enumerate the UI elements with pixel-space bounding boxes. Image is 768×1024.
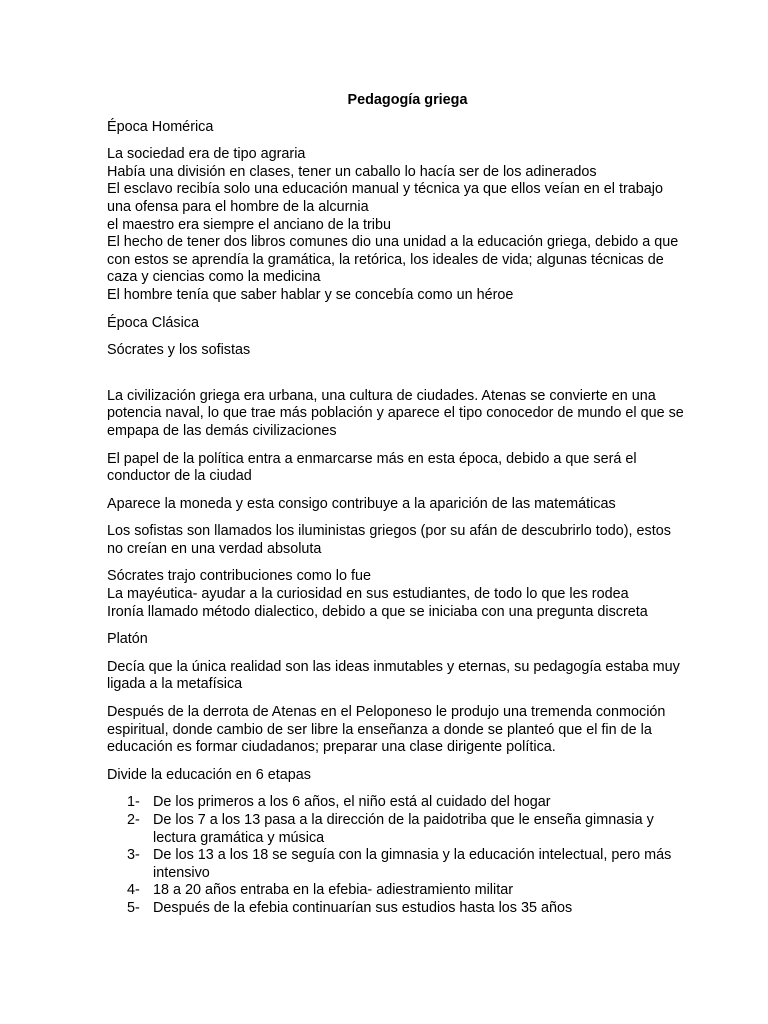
text-line: El hecho de tener dos libros comunes dio una unidad a la educación griega, debido a que — [107, 234, 679, 251]
text-line: con estos se aprendía la gramática, la retórica, los ideales de vida; algunas técnicas de — [107, 251, 664, 268]
list-item — [127, 882, 708, 900]
text-line: La civilización griega era urbana, una cultura de ciudades. Atenas se convierte en una — [107, 387, 656, 404]
section-heading-classic: Época Clásica — [107, 314, 199, 331]
text-line: no creían en una verdad absoluta — [107, 540, 322, 557]
text-line: La sociedad era de tipo agraria — [107, 146, 306, 163]
text-line: Había una división en clases, tener un caballo lo hacía ser de los adinerados — [107, 163, 597, 180]
text-line: Decía que la única realidad son las ideas inmutables y eternas, su pedagogía estaba muy — [107, 658, 680, 675]
section-heading-homeric: Época Homérica — [107, 118, 214, 135]
section-heading-plato: Platón — [107, 631, 148, 648]
paragraph-socrates — [107, 568, 708, 621]
text-line: Los sofistas son llamados los iluministas griegos (por su afán de descubrirlo todo), estos — [107, 523, 671, 540]
text-line: ligada a la metafísica — [107, 676, 243, 693]
text-line: El papel de la política entra a enmarcarse más en esta época, debido a que será el — [107, 450, 637, 467]
text-line: una ofensa para el hombre de la alcurnia — [107, 198, 369, 215]
list-number: 2- — [127, 812, 140, 828]
paragraph-politics — [107, 451, 708, 486]
text-line: intensivo — [153, 864, 210, 881]
list-number: 4- — [127, 882, 140, 899]
text-line: espiritual, donde cambio de ser libre la enseñanza a donde se planteó que el fin de la — [107, 721, 652, 738]
text-line: caza y ciencias como la medicina — [107, 269, 321, 286]
stages-list — [107, 794, 708, 917]
text-line: lectura gramática y música — [153, 829, 325, 846]
page-title: Pedagogía griega — [347, 92, 468, 108]
paragraph-plato-ideas — [107, 659, 708, 694]
list-number: 5- — [127, 899, 140, 916]
text-line: potencia naval, lo que trae más población y aparece el tipo conocedor de mundo el que se — [107, 405, 684, 422]
paragraph-currency: Aparece la moneda y esta consigo contribuye a la aparición de las matemáticas — [107, 495, 616, 512]
list-item — [127, 847, 708, 882]
text-line: Ironía llamado método dialectico, debido a que se iniciaba con una pregunta discreta — [107, 603, 648, 620]
paragraph-civilization — [107, 388, 708, 441]
subsection-heading-socrates: Sócrates y los sofistas — [107, 342, 251, 359]
list-item — [127, 812, 708, 847]
list-item — [127, 900, 708, 918]
text-line: Después de la derrota de Atenas en el Peloponeso le produjo una tremenda conmoción — [107, 704, 666, 721]
text-line: conductor de la ciudad — [107, 468, 252, 485]
list-item — [127, 794, 708, 812]
text-line: El hombre tenía que saber hablar y se concebía como un héroe — [107, 286, 514, 303]
paragraph-stages-intro: Divide la educación en 6 etapas — [107, 766, 312, 783]
text-line: Sócrates trajo contribuciones como lo fue — [107, 568, 371, 585]
paragraph-sophists — [107, 523, 708, 558]
paragraph-homeric — [107, 146, 708, 304]
text-line: La mayéutica- ayudar a la curiosidad en sus estudiantes, de todo lo que les rodea — [107, 586, 629, 603]
text-line: el maestro era siempre el anciano de la tribu — [107, 216, 391, 233]
text-line: De los 7 a los 13 pasa a la dirección de la paidotriba que le enseña gimnasia y — [153, 812, 654, 828]
text-line: empapa de las demás civilizaciones — [107, 422, 337, 439]
text-line: Después de la efebia continuarían sus estudios hasta los 35 años — [153, 899, 573, 916]
text-line: El esclavo recibía solo una educación manual y técnica ya que ellos veían en el trabajo — [107, 181, 663, 198]
list-number: 1- — [127, 794, 140, 811]
text-line: educación es formar ciudadanos; preparar una clase dirigente política. — [107, 739, 556, 756]
text-line: De los primeros a los 6 años, el niño está al cuidado del hogar — [153, 794, 551, 811]
paragraph-plato-defeat — [107, 704, 708, 757]
text-line: 18 a 20 años entraba en la efebia- adiestramiento militar — [153, 882, 513, 899]
list-number: 3- — [127, 847, 140, 864]
text-line: De los 13 a los 18 se seguía con la gimnasia y la educación intelectual, pero más — [153, 847, 672, 864]
